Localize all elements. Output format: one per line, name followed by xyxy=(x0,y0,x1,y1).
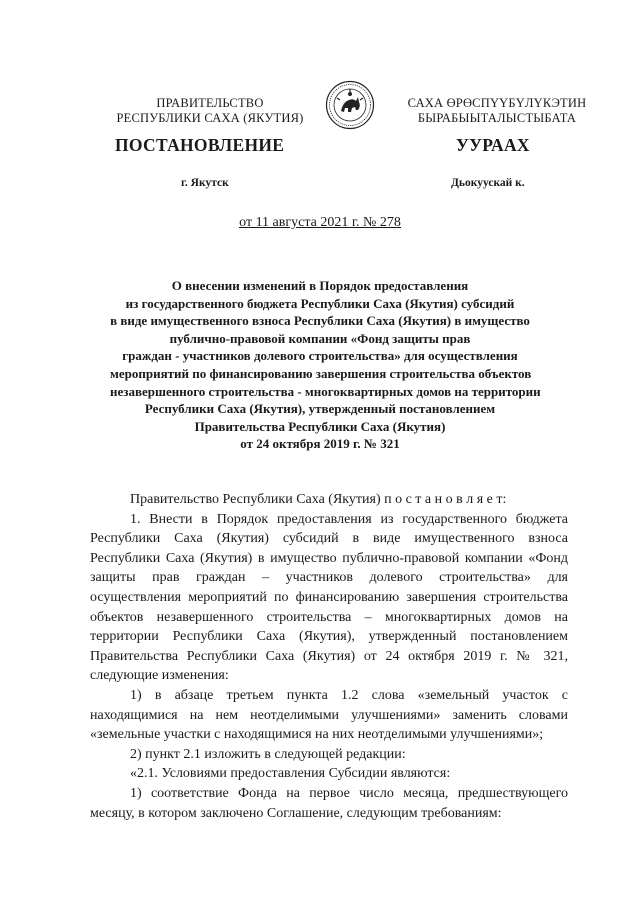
heading-line: незавершенного строительства - многоквартирных домов на территории xyxy=(110,383,541,399)
number-sign: № xyxy=(359,215,380,230)
heading-line: в виде имущественного взноса Республики Саха (Якутия) в имущество xyxy=(110,313,530,329)
emblem-seal-icon xyxy=(325,80,375,130)
heading-line: публично-правовой компании «Фонд защиты прав xyxy=(169,330,471,346)
doc-type-russian: ПОСТАНОВЛЕНИЕ xyxy=(115,135,285,155)
city-yakut: Дьокуускай к. xyxy=(451,177,525,189)
heading-line: мероприятий по финансированию завершения строительства объектов xyxy=(110,365,532,381)
decree-date-number xyxy=(0,215,640,231)
issuer-yakut xyxy=(392,96,602,126)
body-intro: Правительство Республики Саха (Якутия) п о с т а н о в л я е т: xyxy=(130,492,507,507)
heading-line: Республики Саха (Якутия), утвержденный постановлением xyxy=(144,401,496,417)
body-paragraph-5: 1) соответствие Фонда на первое число месяца, предшествующего месяцу, в котором заключено Соглашение, следующим требованиям: xyxy=(90,785,568,821)
doc-type-yakut: УУРААХ xyxy=(456,135,530,155)
date-prefix: от xyxy=(239,215,256,230)
body-paragraph-1: 1. Внести в Порядок предоставления из государственного бюджета Республики Саха (Якутия) субсидий в виде имущественного взноса Республики Саха (Якутия) в имущество публично-правовой компании «Фонд защиты прав граждан – участников долевого строительства» для осуществления мероприятий по финансированию завершения строительства объектов незавершенного строительства – многоквартирных домов на территории Республики Саха (Якутия), утвержденный постановлением Правительства Республики Саха (Якутия) от 24 октября 2019 г. № 321, следующие изменения: xyxy=(90,511,568,684)
issuer-russian xyxy=(100,96,320,126)
heading-line: Правительства Республики Саха (Якутия) xyxy=(194,418,446,434)
heading-line: О внесении изменений в Порядок предоставления xyxy=(171,278,469,293)
heading-line: от 24 октября 2019 г. № 321 xyxy=(240,436,400,452)
issuer-yakut-line1: САХА ӨРӨСПҮҮБҮЛҮКЭТИН xyxy=(407,96,587,110)
body-paragraph-4: «2.1. Условиями предоставления Субсидии являются: xyxy=(130,766,451,782)
heading-line: из государственного бюджета Республики Саха (Якутия) субсидий xyxy=(125,295,515,311)
issuer-russian-line2: РЕСПУБЛИКИ САХА (ЯКУТИЯ) xyxy=(116,111,304,125)
issuer-yakut-line2: БЫРАБЫЫТАЛЫСТЫБАТА xyxy=(417,111,577,125)
decree-heading xyxy=(110,277,541,453)
decree-number: 278 xyxy=(379,215,401,230)
body-paragraph-2: 1) в абзаце третьем пункта 1.2 слова «земельный участок с находящимися на нем неотделимыми улучшениями» заменить словами «земельные участки с находящимися на них неотделимыми улучшениями»; xyxy=(90,687,568,743)
body-paragraph-3: 2) пункт 2.1 изложить в следующей редакции: xyxy=(130,746,406,762)
decree-date: 11 августа 2021 г. xyxy=(255,215,360,230)
city-russian: г. Якутск xyxy=(181,177,229,189)
issuer-russian-line1: ПРАВИТЕЛЬСТВО xyxy=(156,96,264,110)
decree-body xyxy=(90,490,568,823)
heading-line: граждан - участников долевого строительства» для осуществления xyxy=(122,348,518,364)
